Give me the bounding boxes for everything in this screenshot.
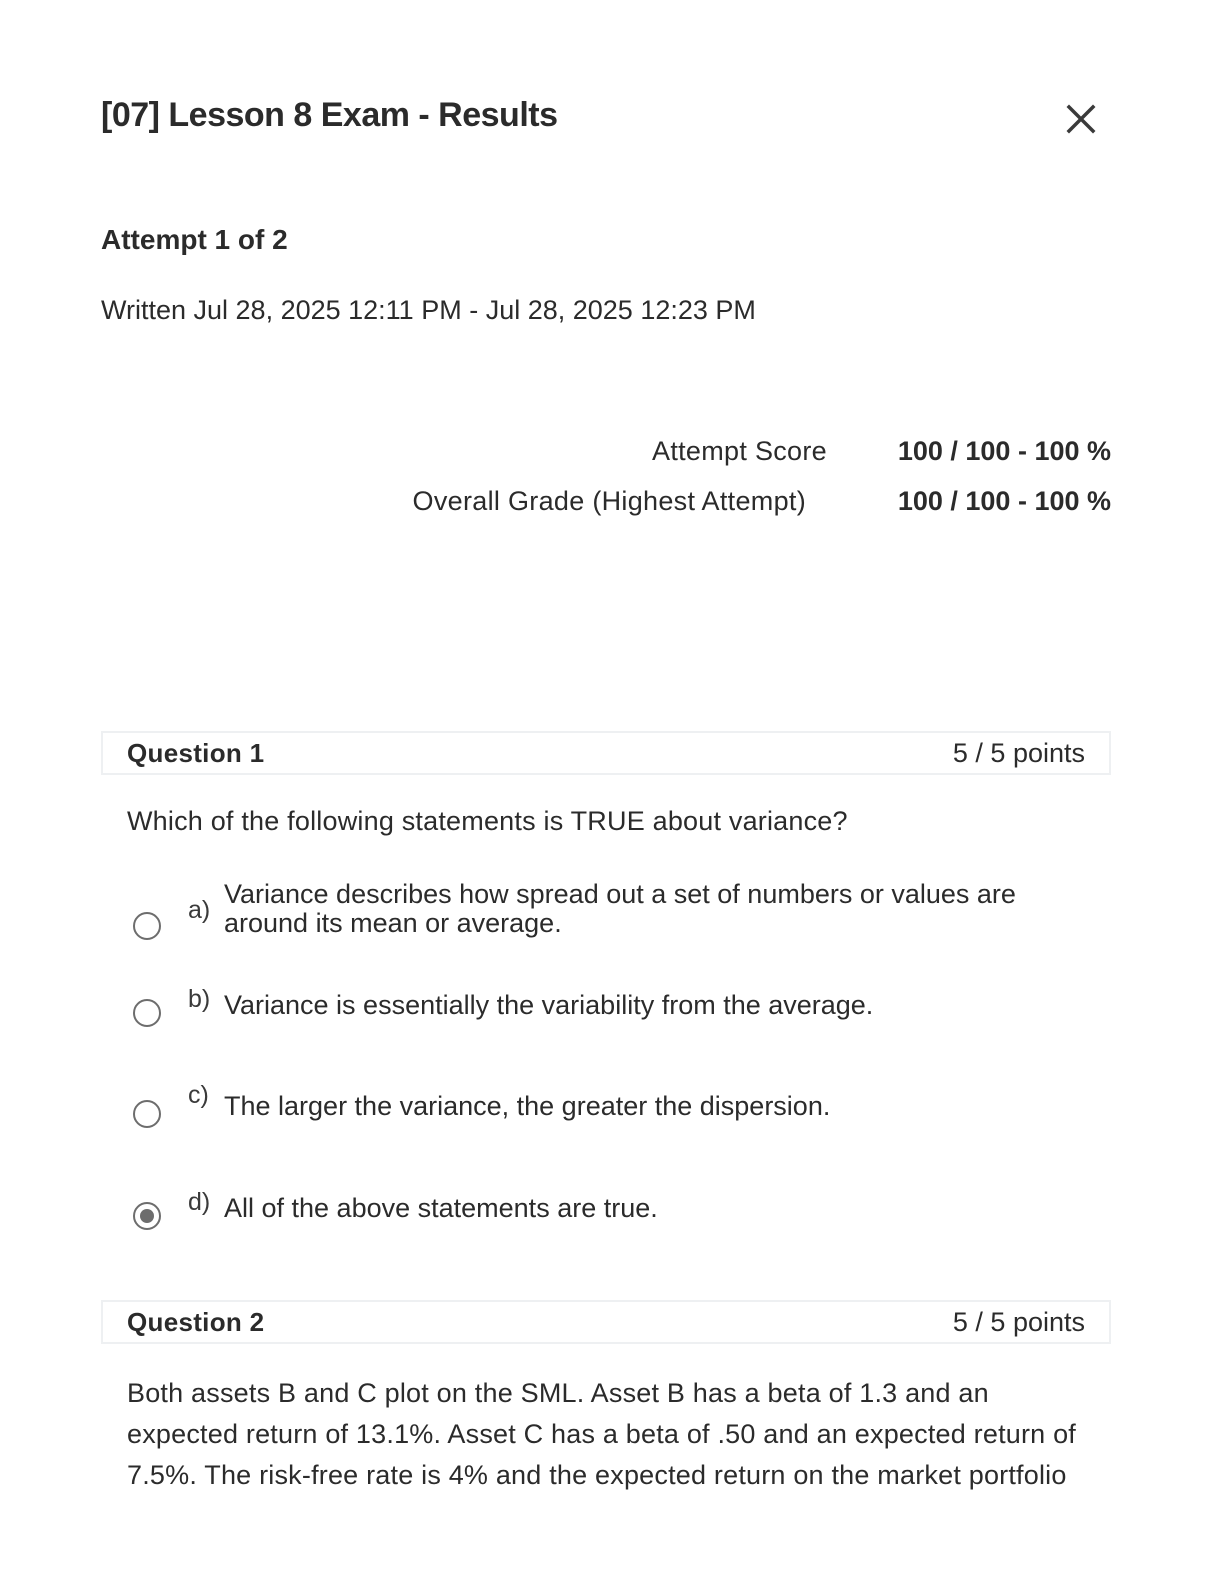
- option-letter: b): [188, 985, 211, 1013]
- question-header: [101, 1300, 1111, 1344]
- close-button[interactable]: [1060, 98, 1102, 140]
- attempt-score-value: 100 / 100 - 100 %: [897, 435, 1111, 466]
- close-icon[interactable]: [1060, 98, 1102, 140]
- question-title: Question 2: [127, 1306, 265, 1337]
- attempt-score-row: [652, 434, 1111, 468]
- overall-grade-label: Overall Grade (Highest Attempt): [412, 485, 806, 516]
- radio-button-d-selected[interactable]: [133, 1202, 161, 1230]
- question-text: Both assets B and C plot on the SML. Asset B has a beta of 1.3 and an expected return of 13.1%. Asset C has a beta of .50 and an expected return of 7.5%. The risk-free rate is 4% and the expected return on the market portfolio: [127, 1378, 1077, 1490]
- option-text: Variance is essentially the variability from the average.: [224, 990, 874, 1020]
- option-letter: a): [188, 896, 211, 924]
- attempt-score-label: Attempt Score: [652, 435, 827, 466]
- option-letter: c): [188, 1081, 209, 1109]
- question-header: [101, 731, 1111, 775]
- radio-button-b[interactable]: [133, 999, 161, 1027]
- page-title: [07] Lesson 8 Exam - Results: [101, 96, 558, 134]
- option-letter: d): [188, 1188, 211, 1216]
- written-timestamp: Written Jul 28, 2025 12:11 PM - Jul 28, 2025 12:23 PM: [101, 295, 756, 325]
- attempt-label: Attempt 1 of 2: [101, 224, 288, 255]
- overall-grade-value: 100 / 100 - 100 %: [897, 485, 1111, 516]
- question-title: Question 1: [127, 737, 265, 768]
- option-text: The larger the variance, the greater the dispersion.: [224, 1091, 831, 1121]
- radio-button-a[interactable]: [133, 912, 161, 940]
- question-points: 5 / 5 points: [952, 1306, 1085, 1337]
- question-points: 5 / 5 points: [952, 737, 1085, 768]
- radio-button-c[interactable]: [133, 1100, 161, 1128]
- option-text: All of the above statements are true.: [224, 1193, 658, 1223]
- option-text: Variance describes how spread out a set of numbers or values are around its mean or average.: [224, 879, 1016, 938]
- question-text: Which of the following statements is TRUE about variance?: [127, 806, 848, 836]
- overall-grade-row: [413, 484, 1111, 518]
